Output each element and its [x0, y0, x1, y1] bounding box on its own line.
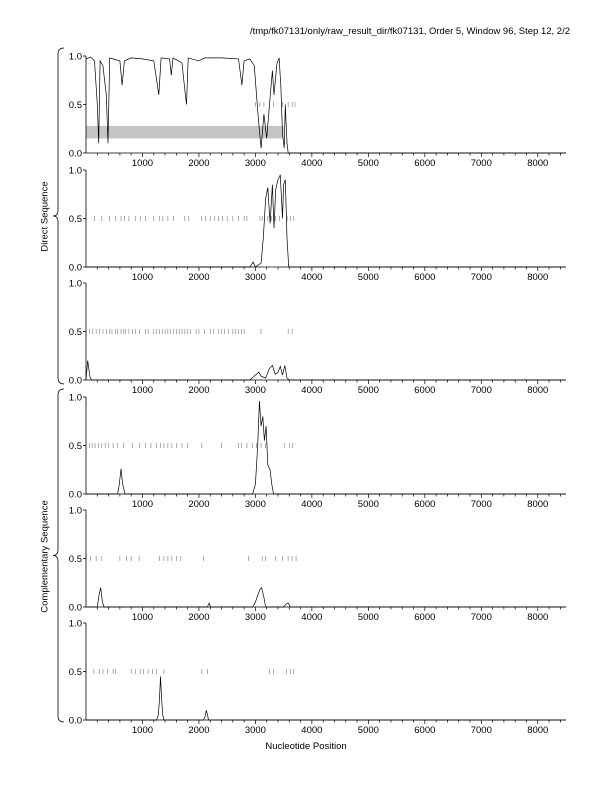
series-line — [86, 175, 566, 267]
y-tick-label: 0.5 — [68, 327, 82, 338]
panel-6 — [69, 619, 566, 737]
x-tick-label: 3000 — [244, 385, 266, 396]
panel-4 — [69, 393, 566, 511]
x-tick-label: 6000 — [414, 612, 436, 623]
x-tick-label: 3000 — [244, 272, 266, 283]
panel-2 — [69, 166, 566, 284]
x-tick-label: 1000 — [131, 158, 154, 169]
x-tick-label: 8000 — [527, 499, 549, 510]
y-tick-label: 0.0 — [68, 148, 82, 160]
y-tick-label: 0.0 — [68, 715, 82, 727]
y-tick-label: 0.5 — [68, 667, 82, 678]
y-tick-label: 0.0 — [68, 375, 82, 387]
y-tick-label: 1.0 — [68, 165, 82, 177]
y-tick-label: 0.5 — [68, 441, 82, 452]
x-tick-label: 2000 — [188, 385, 210, 396]
x-tick-label: 1000 — [131, 725, 154, 736]
series-line — [86, 57, 566, 153]
panel-1 — [69, 52, 566, 170]
y-tick-label: 0.5 — [68, 554, 82, 565]
x-tick-label: 3000 — [244, 612, 266, 623]
x-tick-label: 7000 — [470, 385, 492, 396]
y-tick-label: 1.0 — [68, 505, 82, 517]
complementary-sequence-brace — [53, 389, 64, 722]
x-tick-label: 4000 — [301, 272, 323, 283]
x-tick-label: 4000 — [301, 499, 323, 510]
x-tick-label: 6000 — [414, 725, 436, 736]
y-tick-label: 0.0 — [68, 602, 82, 614]
x-tick-label: 4000 — [301, 385, 323, 396]
x-tick-label: 6000 — [414, 385, 436, 396]
x-tick-label: 5000 — [357, 385, 379, 396]
x-tick-label: 5000 — [357, 499, 379, 510]
y-tick-label: 1.0 — [68, 618, 82, 630]
x-tick-label: 7000 — [470, 725, 492, 736]
x-tick-label: 8000 — [527, 612, 549, 623]
direct-sequence-label: Direct Sequence — [39, 180, 51, 252]
x-tick-label: 5000 — [357, 612, 379, 623]
x-tick-label: 8000 — [527, 158, 549, 169]
x-tick-label: 3000 — [244, 158, 266, 169]
panel-3 — [69, 279, 566, 397]
x-tick-label: 5000 — [357, 272, 379, 283]
series-line — [86, 401, 566, 494]
y-tick-label: 1.0 — [68, 51, 82, 63]
x-tick-label: 8000 — [527, 272, 549, 283]
x-tick-label: 3000 — [244, 499, 266, 510]
x-axis-label: Nucleotide Position — [265, 741, 347, 752]
complementary-sequence-label: Complementary Sequence — [39, 499, 51, 613]
y-tick-label: 0.0 — [68, 262, 82, 274]
x-tick-label: 8000 — [527, 385, 549, 396]
x-tick-label: 6000 — [414, 499, 436, 510]
panel-5 — [69, 506, 566, 624]
x-tick-label: 2000 — [188, 725, 210, 736]
y-tick-label: 1.0 — [68, 392, 82, 404]
x-tick-label: 5000 — [357, 158, 379, 169]
y-tick-label: 0.5 — [68, 100, 82, 111]
x-tick-label: 7000 — [470, 158, 492, 169]
y-tick-label: 0.5 — [68, 214, 82, 225]
x-tick-label: 1000 — [131, 612, 154, 623]
x-tick-label: 2000 — [188, 612, 210, 623]
series-line — [86, 588, 566, 607]
series-line — [86, 361, 566, 380]
x-tick-label: 4000 — [301, 725, 323, 736]
shaded-region — [86, 126, 284, 139]
x-tick-label: 1000 — [131, 499, 154, 510]
x-tick-label: 6000 — [414, 158, 436, 169]
x-tick-label: 2000 — [188, 499, 210, 510]
y-tick-label: 0.0 — [68, 489, 82, 501]
x-tick-label: 2000 — [188, 272, 210, 283]
x-tick-label: 7000 — [470, 612, 492, 623]
x-tick-label: 4000 — [301, 158, 323, 169]
x-tick-label: 8000 — [527, 725, 549, 736]
x-tick-label: 3000 — [244, 725, 266, 736]
x-tick-label: 7000 — [470, 272, 492, 283]
chart-title: /tmp/fk07131/only/raw_result_dir/fk07131, Order 5, Window 96, Step 12, 2/2 — [249, 26, 570, 37]
y-tick-label: 1.0 — [68, 278, 82, 290]
x-tick-label: 7000 — [470, 499, 492, 510]
x-tick-label: 5000 — [357, 725, 379, 736]
x-tick-label: 6000 — [414, 272, 436, 283]
x-tick-label: 4000 — [301, 612, 323, 623]
x-tick-label: 2000 — [188, 158, 210, 169]
x-tick-label: 1000 — [131, 272, 154, 283]
direct-sequence-brace — [53, 48, 64, 384]
x-tick-label: 1000 — [131, 385, 154, 396]
series-line — [86, 676, 566, 720]
